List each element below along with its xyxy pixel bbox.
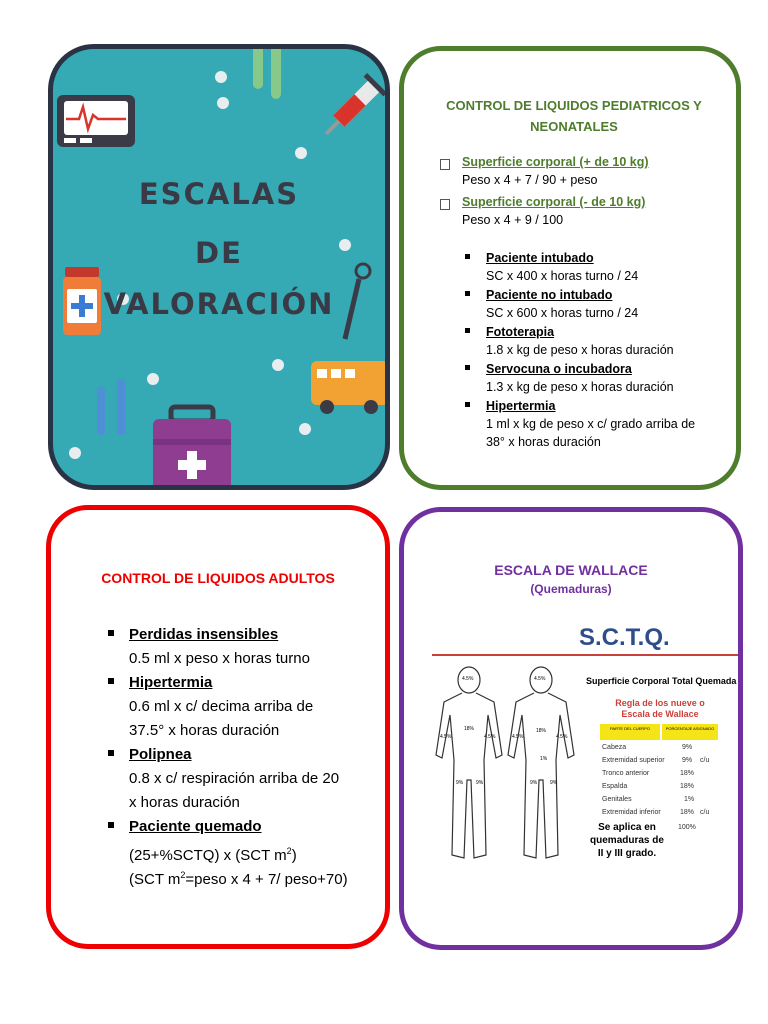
adult-item-label: Perdidas insensibles [129, 626, 279, 643]
fig-label: 9% [456, 780, 464, 786]
pediatric-title [424, 95, 724, 137]
table-cell-part: Genitales [602, 796, 632, 803]
table-cell-part: Tronco anterior [602, 770, 650, 777]
table-cell-part: Espalda [602, 783, 628, 790]
formula-part: (SCT m [129, 871, 181, 888]
adult-item-line: 0.5 ml x peso x horas turno [129, 650, 310, 667]
item-formula: 1.8 x kg de peso x horas duración [486, 343, 674, 357]
fig-label: 18% [464, 726, 475, 732]
formula-sup: 2 [286, 846, 292, 856]
item-label: Hipertermia [486, 399, 556, 413]
table-header-part: PARTE DEL CUERPO [610, 726, 650, 731]
checkbox-icon [440, 199, 450, 210]
first-aid-kit-icon [153, 407, 231, 489]
surface-formula-2: Peso x 4 + 9 / 100 [462, 213, 564, 227]
bullet-icon [465, 328, 470, 333]
wallace-card [399, 507, 743, 950]
adult-card [46, 505, 390, 949]
surface-heading-2: Superficie corporal (- de 10 kg) [462, 195, 646, 209]
total-pct: 100% [678, 824, 696, 831]
table-cell-pct: 9% [682, 744, 693, 751]
fig-label: 4.5% [512, 734, 524, 740]
bullet-icon [108, 678, 114, 684]
fig-label: 4.5% [462, 676, 474, 682]
note-line-2: quemaduras de [590, 835, 664, 846]
item-label: Paciente intubado [486, 251, 594, 265]
cover-card [48, 44, 390, 490]
pediatric-title-line1: CONTROL DE LIQUIDOS PEDIATRICOS Y [446, 98, 702, 113]
bullet-icon [465, 254, 470, 259]
surface-formula-1: Peso x 4 + 7 / 90 + peso [462, 173, 598, 187]
pediatric-card [399, 46, 741, 490]
table-cell-pct: 1% [684, 796, 695, 803]
item-label: Paciente no intubado [486, 288, 613, 302]
bullet-icon [108, 750, 114, 756]
ambulance-icon [311, 361, 389, 414]
item-label: Fototerapia [486, 325, 555, 339]
checkbox-icon [440, 159, 450, 170]
bullet-icon [108, 822, 114, 828]
adult-item-label: Polipnea [129, 746, 192, 763]
table-cell-note: c/u [700, 757, 710, 764]
item-formula: 1 ml x kg de peso x c/ grado arriba de [486, 417, 696, 431]
wallace-title: ESCALA DE WALLACE [494, 562, 648, 578]
formula-part: =peso x 4 + 7/ peso+70) [185, 871, 348, 888]
bullet-icon [465, 365, 470, 370]
fig-label: 4.5% [556, 734, 568, 740]
fig-label: 1% [540, 756, 548, 762]
rule-title-2: Escala de Wallace [621, 709, 699, 719]
body-figures-illustration [434, 660, 594, 870]
table-cell-part: Cabeza [602, 744, 627, 751]
heart-monitor-icon [57, 95, 135, 147]
surface-heading-1: Superficie corporal (+ de 10 kg) [462, 155, 649, 169]
fig-label: 9% [476, 780, 484, 786]
rule-title-1: Regla de los nueve o [615, 698, 705, 708]
formula-sup: 2 [180, 870, 186, 880]
wallace-subtitle: (Quemaduras) [530, 582, 612, 596]
fig-label: 18% [536, 728, 547, 734]
adult-item-line: x horas duración [129, 794, 240, 811]
fig-label: 4.5% [534, 676, 546, 682]
fig-label: 9% [530, 780, 538, 786]
bullet-icon [465, 291, 470, 296]
sctq-heading: S.C.T.Q. [579, 624, 670, 651]
adult-item-line: 37.5° x horas duración [129, 722, 280, 739]
adult-item-label: Paciente quemado [129, 818, 262, 835]
table-cell-note: c/u [700, 809, 710, 816]
fig-label: 4.5% [484, 734, 496, 740]
fig-label: 9% [550, 780, 558, 786]
bullet-icon [108, 630, 114, 636]
fig-label: 4.5% [440, 734, 452, 740]
table-cell-pct: 18% [680, 783, 695, 790]
cover-title-line1: ESCALAS [138, 177, 300, 211]
syringe-icon [316, 73, 387, 144]
cover-title-line2: DE [195, 236, 243, 270]
adult-item-line [129, 864, 348, 891]
cover-title-line3: VALORACIÓN [103, 287, 335, 321]
bullet-icon [465, 402, 470, 407]
formula-part: ) [291, 847, 297, 864]
table-cell-pct: 9% [682, 757, 693, 764]
formula-part: (25+%SCTQ) x (SCT m [129, 847, 287, 864]
table-cell-pct: 18% [680, 770, 695, 777]
note-line-3: II y III grado. [597, 848, 657, 859]
table-cell-part: Extremidad superior [602, 757, 665, 764]
divider [432, 654, 742, 656]
item-formula-2: 38° x horas duración [486, 435, 601, 449]
item-label: Servocuna o incubadora [486, 362, 632, 376]
table-cell-pct: 18% [680, 809, 695, 816]
item-formula: SC x 600 x horas turno / 24 [486, 306, 639, 320]
test-tubes-icon [253, 49, 281, 99]
adult-title: CONTROL DE LIQUIDOS ADULTOS [101, 570, 335, 586]
table-cell-part: Extremidad inferior [602, 809, 661, 816]
adult-item-line: 0.6 ml x c/ decima arriba de [129, 698, 314, 715]
adult-item-label: Hipertermia [129, 674, 213, 691]
item-formula: SC x 400 x horas turno / 24 [486, 269, 639, 283]
ampoules-icon [97, 379, 125, 435]
adult-item-line: 0.8 x c/ respiración arriba de 20 [129, 770, 340, 787]
pediatric-title-line2: NEONATALES [530, 119, 618, 134]
surface-label: Superficie Corporal Total Quemada [586, 676, 737, 686]
note-line-1: Se aplica en [598, 822, 656, 833]
table-header-pct: PORCENTAJE ASIGNADO [665, 726, 715, 731]
adult-item-line [129, 840, 297, 867]
item-formula: 1.3 x kg de peso x horas duración [486, 380, 674, 394]
